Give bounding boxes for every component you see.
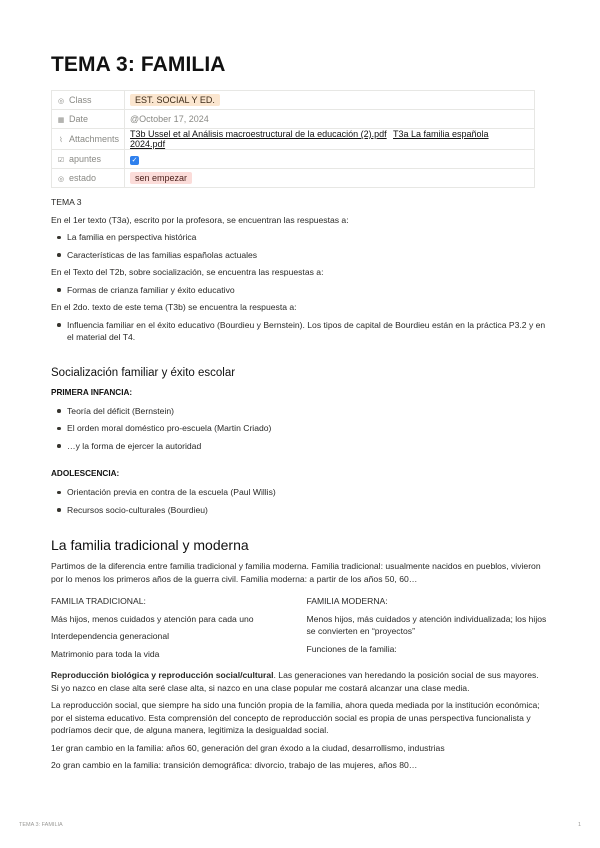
property-label: Class: [69, 95, 92, 105]
property-label: apuntes: [69, 154, 102, 164]
property-apuntes: [52, 150, 535, 169]
intro-list-2: [51, 284, 548, 297]
property-date: [52, 110, 535, 129]
reproduccion-paragraph: [51, 669, 548, 694]
apuntes-checkbox[interactable]: ✓: [131, 156, 138, 164]
circle-icon: ◎: [57, 98, 65, 105]
intro-list-1: [51, 231, 548, 261]
estado-tag[interactable]: sen empezar: [130, 172, 192, 184]
reproduccion-social-paragraph: La reproducción social, que siempre ha sido una función propia de la familia, ahora queda mediada por la institución económica; por el sistema educativo. Esta comprensión del concepto de reproducción social es propia de unas perspectiva funcionalista y podríamos decir que, de alguna manera, legitimiza la desigualdad social.: [51, 700, 540, 735]
paperclip-icon: ⌇: [59, 137, 63, 144]
column-text: Funciones de la familia:: [306, 643, 397, 654]
column-text: Interdependencia generacional: [51, 631, 170, 641]
property-class: [52, 91, 535, 110]
list-item: La familia en perspectiva histórica: [51, 231, 548, 244]
adolescencia-list: [51, 486, 548, 516]
infancia-label: PRIMERA INFANCIA:: [51, 387, 133, 397]
infancia-list: [51, 405, 548, 453]
page-number: 1: [577, 822, 581, 828]
reproduccion-text: . Las generaciones van heredando la posición social de sus mayores. Si yo nazco en clase alta seré clase alta, si nazco en una clase popular me costará alcanzar una clase media.: [51, 670, 539, 693]
column-text: Más hijos, menos cuidados y atención para cada uno: [51, 613, 254, 624]
properties-table: [51, 90, 535, 188]
cambio-paragraph: 2o gran cambio en la familia: transición demográfica: divorcio, trabajo de las mujeres, años 80…: [51, 760, 418, 770]
footer-title: TEMA 3: FAMILIA: [19, 822, 63, 828]
column-text: Matrimonio para toda la vida: [51, 648, 160, 659]
column-text: FAMILIA MODERNA:: [306, 596, 388, 606]
list-item: Recursos socio-culturales (Bourdieu): [51, 504, 548, 517]
property-label: estado: [69, 173, 97, 183]
property-attachments: [52, 129, 535, 150]
intro-paragraph: En el 2do. texto de este tema (T3b) se encuentra la respuesta a:: [51, 302, 297, 312]
familia-intro: Partimos de la diferencia entre familia tradicional y familia moderna. Familia tradicional: usualmente nacidos en pueblos, vivieron por lo menos los primeros años de la guerra civil. Familia moderna: a partir de los años 50, 60…: [51, 561, 541, 584]
attachment-link[interactable]: T3b Ussel et al Análisis macroestructural de la educación (2).pdf: [130, 129, 387, 139]
attachment-link[interactable]: T3a La familia española 2024.pdf: [130, 129, 489, 149]
cambio-paragraph: 1er gran cambio en la familia: años 60, generación del gran éxodo a la ciudad, desarrollismo, industrias: [51, 742, 445, 753]
intro-paragraph: En el 1er texto (T3a), escrito por la profesora, se encuentran las respuestas a:: [51, 214, 349, 225]
intro-list-3: [51, 319, 548, 344]
class-tag[interactable]: EST. SOCIAL Y ED.: [130, 94, 220, 106]
circle-icon: ◎: [57, 176, 65, 183]
list-item: Teoría del déficit (Bernstein): [51, 405, 548, 418]
property-label: Attachments: [69, 134, 120, 144]
list-item: Orientación previa en contra de la escuela (Paul Willis): [51, 486, 548, 499]
date-value[interactable]: @October 17, 2024: [130, 114, 209, 124]
list-item: El orden moral doméstico pro-escuela (Martin Criado): [51, 422, 548, 435]
list-item: Formas de crianza familiar y éxito educativo: [51, 284, 548, 297]
page-title: TEMA 3: FAMILIA: [51, 53, 226, 76]
intro-paragraph: En el Texto del T2b, sobre socialización, se encuentra las respuestas a:: [51, 267, 324, 277]
column-text: FAMILIA TRADICIONAL:: [51, 596, 146, 606]
section-heading-familia: La familia tradicional y moderna: [51, 537, 249, 553]
property-estado: [52, 169, 535, 188]
list-item: Características de las familias españolas actuales: [51, 249, 548, 262]
list-item: …y la forma de ejercer la autoridad: [51, 440, 548, 453]
calendar-icon: ▦: [57, 117, 65, 124]
page-footer: [19, 822, 581, 828]
list-item: Influencia familiar en el éxito educativo (Bourdieu y Bernstein). Los tipos de capital de Bourdieu están en la práctica P3.2 y en el material del T4.: [51, 319, 548, 344]
column-moderna: [307, 595, 549, 665]
tema-label: TEMA 3: [51, 197, 82, 207]
column-text: Menos hijos, más cuidados y atención individualizada; los hijos se convierten en “proyectos”: [306, 613, 547, 636]
adolescencia-label: ADOLESCENCIA:: [51, 469, 120, 478]
property-label: Date: [69, 114, 89, 124]
section-heading-socializacion: Socialización familiar y éxito escolar: [51, 366, 236, 379]
checkbox-icon: ☑: [57, 157, 65, 164]
reproduccion-bold: Reproducción biológica y reproducción social/cultural: [51, 670, 274, 680]
comparison-columns: [51, 595, 548, 665]
column-tradicional: [51, 595, 293, 665]
